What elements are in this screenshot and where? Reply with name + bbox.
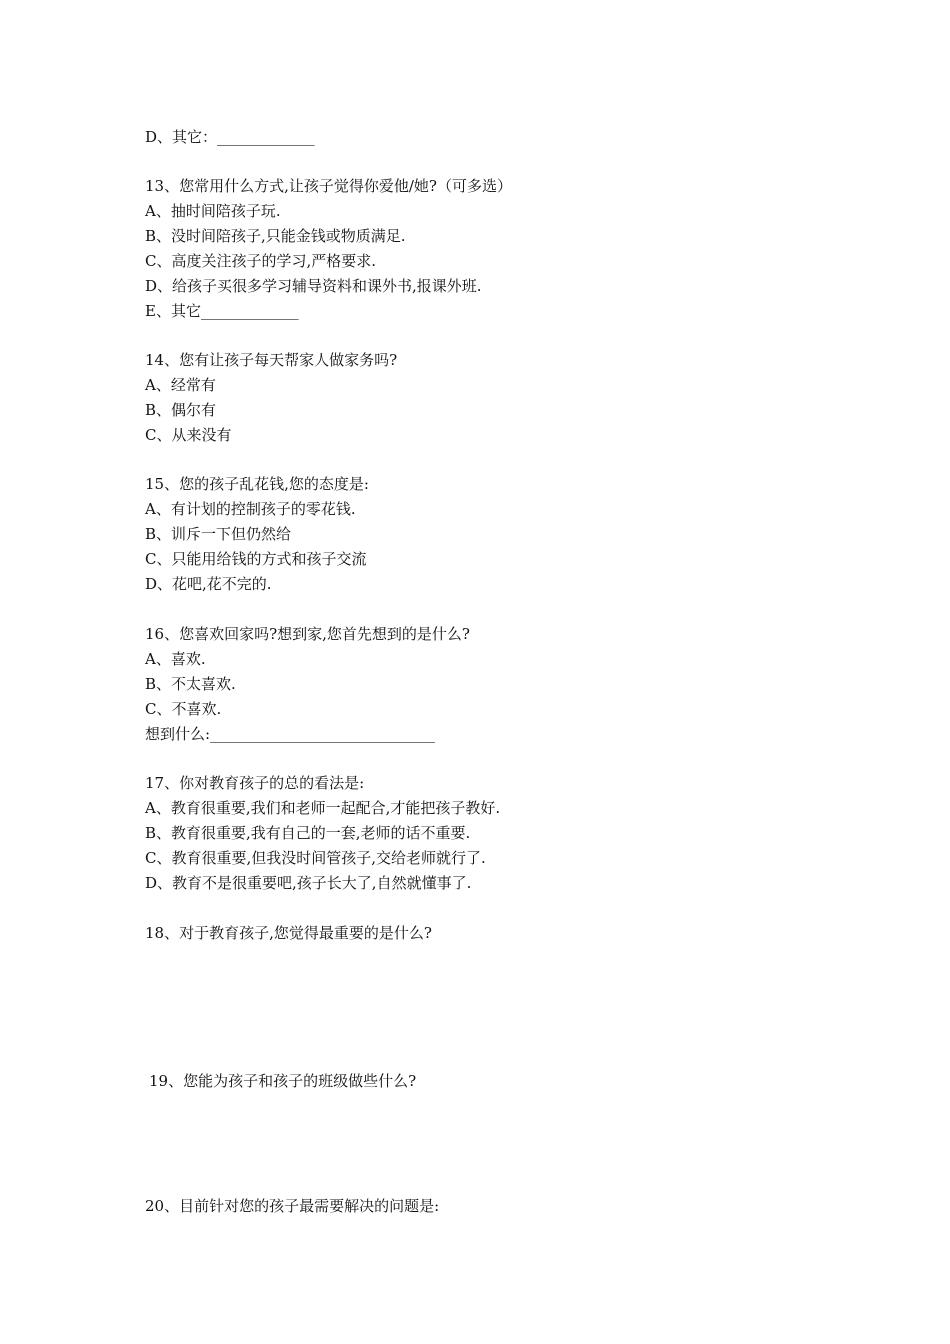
q16-option-a: A、喜欢.: [145, 650, 206, 668]
q17-option-d: D、教育不是很重要吧,孩子长大了,自然就懂事了.: [145, 874, 472, 892]
q15-option-d: D、花吧,花不完的.: [145, 575, 272, 593]
q14-option-c: C、从来没有: [145, 426, 232, 444]
q12-option-d: D、其它：_____________: [145, 128, 315, 146]
q14-question: 14、您有让孩子每天帮家人做家务吗?: [145, 351, 398, 369]
q17-question: 17、你对教育孩子的总的看法是:: [145, 774, 365, 792]
q14-option-b: B、偶尔有: [145, 401, 217, 419]
q14-option-a: A、经常有: [145, 376, 216, 394]
q16-option-c: C、不喜欢.: [145, 700, 222, 718]
q15-option-c: C、只能用给钱的方式和孩子交流: [145, 550, 367, 568]
q18-question: 18、对于教育孩子,您觉得最重要的是什么?: [145, 924, 432, 942]
q15-option-b: B、训斥一下但仍然给: [145, 525, 292, 543]
q19-question: 19、您能为孩子和孩子的班级做些什么?: [149, 1072, 417, 1090]
q13-option-c: C、高度关注孩子的学习,严格要求.: [145, 252, 377, 270]
q13-option-e: E、其它_____________: [145, 302, 299, 320]
q16-option-b: B、不太喜欢.: [145, 675, 236, 693]
q16-question: 16、您喜欢回家吗?想到家,您首先想到的是什么?: [145, 625, 470, 643]
q17-option-b: B、教育很重要,我有自己的一套,老师的话不重要.: [145, 824, 471, 842]
q17-option-c: C、教育很重要,但我没时间管孩子,交给老师就行了.: [145, 849, 486, 867]
q15-question: 15、您的孩子乱花钱,您的态度是:: [145, 475, 369, 493]
q13-option-d: D、给孩子买很多学习辅导资料和课外书,报课外班.: [145, 277, 482, 295]
q17-option-a: A、教育很重要,我们和老师一起配合,才能把孩子教好.: [145, 799, 501, 817]
q13-option-a: A、抽时间陪孩子玩.: [145, 202, 281, 220]
q15-option-a: A、有计划的控制孩子的零花钱.: [145, 500, 356, 518]
q16-answer-blank: 想到什么:______________________________: [145, 725, 436, 743]
q20-question: 20、目前针对您的孩子最需要解决的问题是:: [145, 1197, 440, 1215]
q13-question: 13、您常用什么方式,让孩子觉得你爱他/她?（可多选）: [145, 177, 512, 195]
q13-option-b: B、没时间陪孩子,只能金钱或物质满足.: [145, 227, 406, 245]
